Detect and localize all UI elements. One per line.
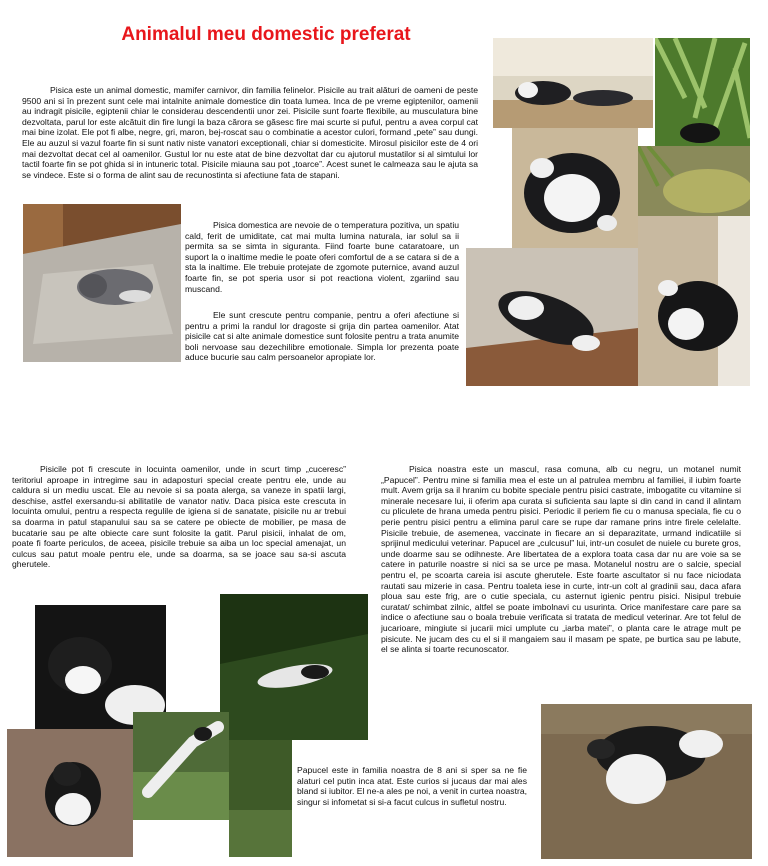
cat-lying-paws-photo <box>512 128 638 248</box>
cat-on-shelf-photo <box>493 38 653 128</box>
habitat-paragraph: Pisica domestica are nevoie de o temperatura pozitiva, un spatiu cald, ferit de umiditate, cat mai multa lumina naturala, iar solul sa ii permita sa se simta in siguranta. Fiind foarte bune cataratoare, un suport la o inaltime medie le poate oferi comfortul de a se catara si de a sta la inaltime. Ele trebuie protejate de zgomote puternice, avand auzul foarte fin, se pot speria usor si pot reactiona violent, zgariind sau muscand. <box>185 220 460 294</box>
cat-on-soil-photo <box>541 704 752 859</box>
intro-paragraph: Pisica este un animal domestic, mamifer carnivor, din familia felinelor. Pisicile au trait alături de oameni de peste 9500 ani si în prezent sunt cele mai intalnite animale domestice din toata lumea. Inca de pe vreme egiptenilor, oamenii au indragit pisicile, egiptenii chiar le considerau descendentii unor zei. Pisicile sunt foarte flexibile, au musculatura bine dezvoltata, parul lor este alcătuit din fire lungi la baza cărora se găsesc fire mai scurte si puful, pentru a avea corpul cat mai bine izolat. Ele pot fi albe, negre, gri, maron, bej-roscat sau o combinatie a acestor culori, formand „pete” sau dungi. Ele au auzul si vazul foarte fin si sunt nativ niste vanatori exceptionali, chiar si domesticite. Mirosul pisicilor este de 4 ori mai dezvoltat decat cel al oamenilor. Gustul lor nu este atat de bine dezvoltat dar cu ajutorul mustatilor si al simtului lor tactil foarte fin se pot ghida si in intuneric total. Pisicile miauna sau pot „toarce”. Acest sunet le calmeaza sau le ajuta sa se vindece. Este si o forma de alint sau de recunostinta si afectiune fata de stapani. <box>22 85 478 180</box>
cat-near-pond-photo <box>638 146 750 216</box>
cat-stretching-photo <box>133 712 229 820</box>
housing-paragraph: Pisicile pot fi crescute in locuinta oamenilor, unde in scurt timp „cuceresc” teritoriul aproape in intregime sau in adaposturi special create pentru ele, unde au caldura si un mediu uscat. Ele au nevoie si sa poata alerga, sa vaneze in spatii largi, deschise, astfel exersandu-si abilitatile de vanator nativ. Daca pisica este crescuta in locuinta omului, pentru a respecta regulile de igiena si de sanatate, pisicile nu ar trebui sa doarma in patul stapanului sau sa se catere pe obiecte de mobilier, pe masa de bucatarie sau pe alte obiecte care sunt folosite la gatit. Parul pisicii, inhalat de om, poate fi foarte periculos, de aceea, pisicile trebuie sa aiba un loc special amenajat, un culcus sau patut moale pentru ele, unde sa doarma, sa se joace sau sa-si ascuta gherutele. <box>12 464 346 570</box>
cat-in-grass-photo <box>229 740 292 857</box>
page-title: Animalul meu domestic preferat <box>121 24 411 45</box>
cat-on-grass-photo <box>220 594 368 740</box>
companion-paragraph: Ele sunt crescute pentru companie, pentru a oferi afectiune si pentru a primi la randul lor dragoste si grija din partea oamenilor. Atat pisicile cat si alte animale domestice sunt folosite pentru a trata anumite boli nervoase sau dezechilibre emotionale. Simpla lor prezenta poate aduce bucurie sau calm persoanelor apropiate lor. <box>185 310 459 363</box>
cat-on-carpet-photo <box>23 204 181 362</box>
cat-in-bushes-photo <box>655 38 750 146</box>
closing-paragraph: Papucel este in familia noastra de 8 ani si sper sa ne fie alaturi cel putin inca atat. Este curios si jucaus dar mai ales bland si iubitor. El ne-a ales pe noi, a venit in curtea noastra, singur si infometat si si-a facut culcus in sufletul nostru. <box>297 765 527 807</box>
our-cat-paragraph: Pisica noastra este un mascul, rasa comuna, alb cu negru, un motanel numit „Papucel”. Pentru mine si familia mea el este un al patrulea membru al familiei, il iubim foarte mult. Avem grija sa il hranim cu bobite speciale pentru pisici castrate, imbogatite cu vitamine si minerale necesare lui, ii oferim apa curata si suficienta sau lapte si din cand in cand il alintam cu pliculete de hrana umeda pentru pisici. Periodic il periem fie cu o manusa speciala, fie cu o perie pentru pisici pentru a elimina parul care se rupe dar ramane prins intre firele celelalte. Pisicile trebuie, de asemenea, vaccinate in fiecare an si deparazitate, urmand indicatiile si sprijinul medicului veterinar. Papucel are „culcusul” lui, intr-un cosulet de nuiele cu burete gros, unde doarme sau se odihneste. Are libertatea de a explora toata casa dar nu are voie sa se catere in paturile noastre si nici sa se urce pe masa. Motanelul nostru are o salcie, special pentru el, pe scoarta careia isi ascute gherutele. Este foarte ascultator si nu face niciodata rautati sau mizerie in casa. Pentru toaleta iese in curte, intr-un colt al gradinii sau, daca afara ploua sau este frig, are o cutie speciala, cu asternut igienic pentru pisici. Nisipul trebuie curatat/ schimbat zilnic, altfel se poate imbolnavi cu usurinta. Orice manifestare care pare sa indice o afectiune sau o boala trebuie verificata si tratata de medicul veterinar. Are tot felul de jucarioare, mingiute si jucarii mici umplute cu „iarba matei”, o planta care le atrage mult pe pisicute. Ne jucam des cu el si il mangaiem sau il masam pe spate, pe burtica sau pe labute, el se alinta si toarte recunoscator. <box>381 464 741 655</box>
cat-curled-photo <box>638 216 750 386</box>
cat-sitting-photo <box>7 729 133 857</box>
cat-on-floor-photo <box>466 248 638 386</box>
